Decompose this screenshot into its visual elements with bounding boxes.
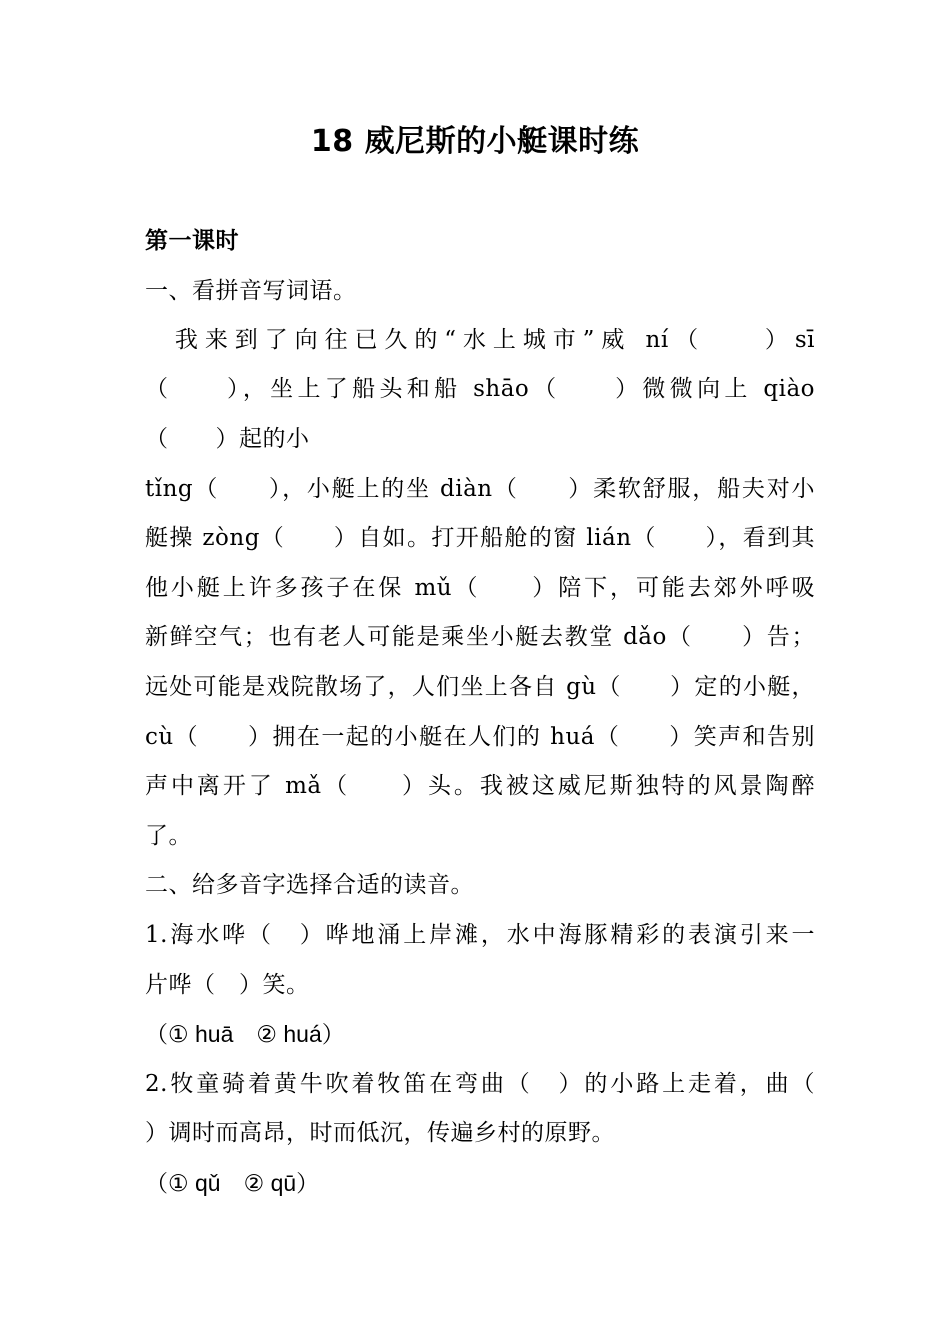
part2-heading: 二、给多音字选择合适的读音。	[145, 872, 474, 898]
passage-line: 声中离开了 mǎ（ ）头。我被这威尼斯独特的风景陶醉	[145, 773, 815, 799]
passage-line: tǐng（ ），小艇上的坐 diàn（ ）柔软舒服，船夫对小	[145, 476, 815, 502]
passage-line: cù（ ）拥在一起的小艇在人们的 huá（ ）笑声和告别	[145, 724, 815, 750]
question-2-line: 2.牧童骑着黄牛吹着牧笛在弯曲（ ）的小路上走着，曲（	[145, 1071, 815, 1097]
question-1-line: 片哗（ ）笑。	[145, 972, 310, 998]
passage-line: （ ）起的小	[145, 426, 310, 452]
page-title: 18 威尼斯的小艇课时练	[310, 124, 640, 159]
passage-line: （ ），坐上了船头和船 shāo（ ）微微向上 qiào	[145, 376, 815, 402]
passage-line: 了。	[145, 823, 192, 849]
passage-line: 我来到了向往已久的“水上城市”威 ní（ ）sī	[145, 327, 815, 353]
question-1-line: 1.海水哗（ ）哗地涌上岸滩，水中海豚精彩的表演引来一	[145, 922, 815, 948]
section-label: 第一课时	[145, 228, 239, 254]
question-2-options: （① qǔ ② qū）	[145, 1170, 320, 1196]
question-2-line: ）调时而高昂，时而低沉，传遍乡村的原野。	[145, 1120, 615, 1146]
passage-line: 远处可能是戏院散场了，人们坐上各自 gù（ ）定的小艇，	[145, 674, 815, 700]
passage-line: 艇操 zòng（ ）自如。打开船舱的窗 lián（ ），看到其	[145, 525, 815, 551]
passage-line: 新鲜空气；也有老人可能是乘坐小艇去教堂 dǎo（ ）告；	[145, 624, 815, 650]
passage-line: 他小艇上许多孩子在保 mǔ（ ）陪下，可能去郊外呼吸	[145, 575, 815, 601]
question-1-options: （① huā ② huá）	[145, 1021, 345, 1047]
part1-heading: 一、看拼音写词语。	[145, 278, 357, 304]
